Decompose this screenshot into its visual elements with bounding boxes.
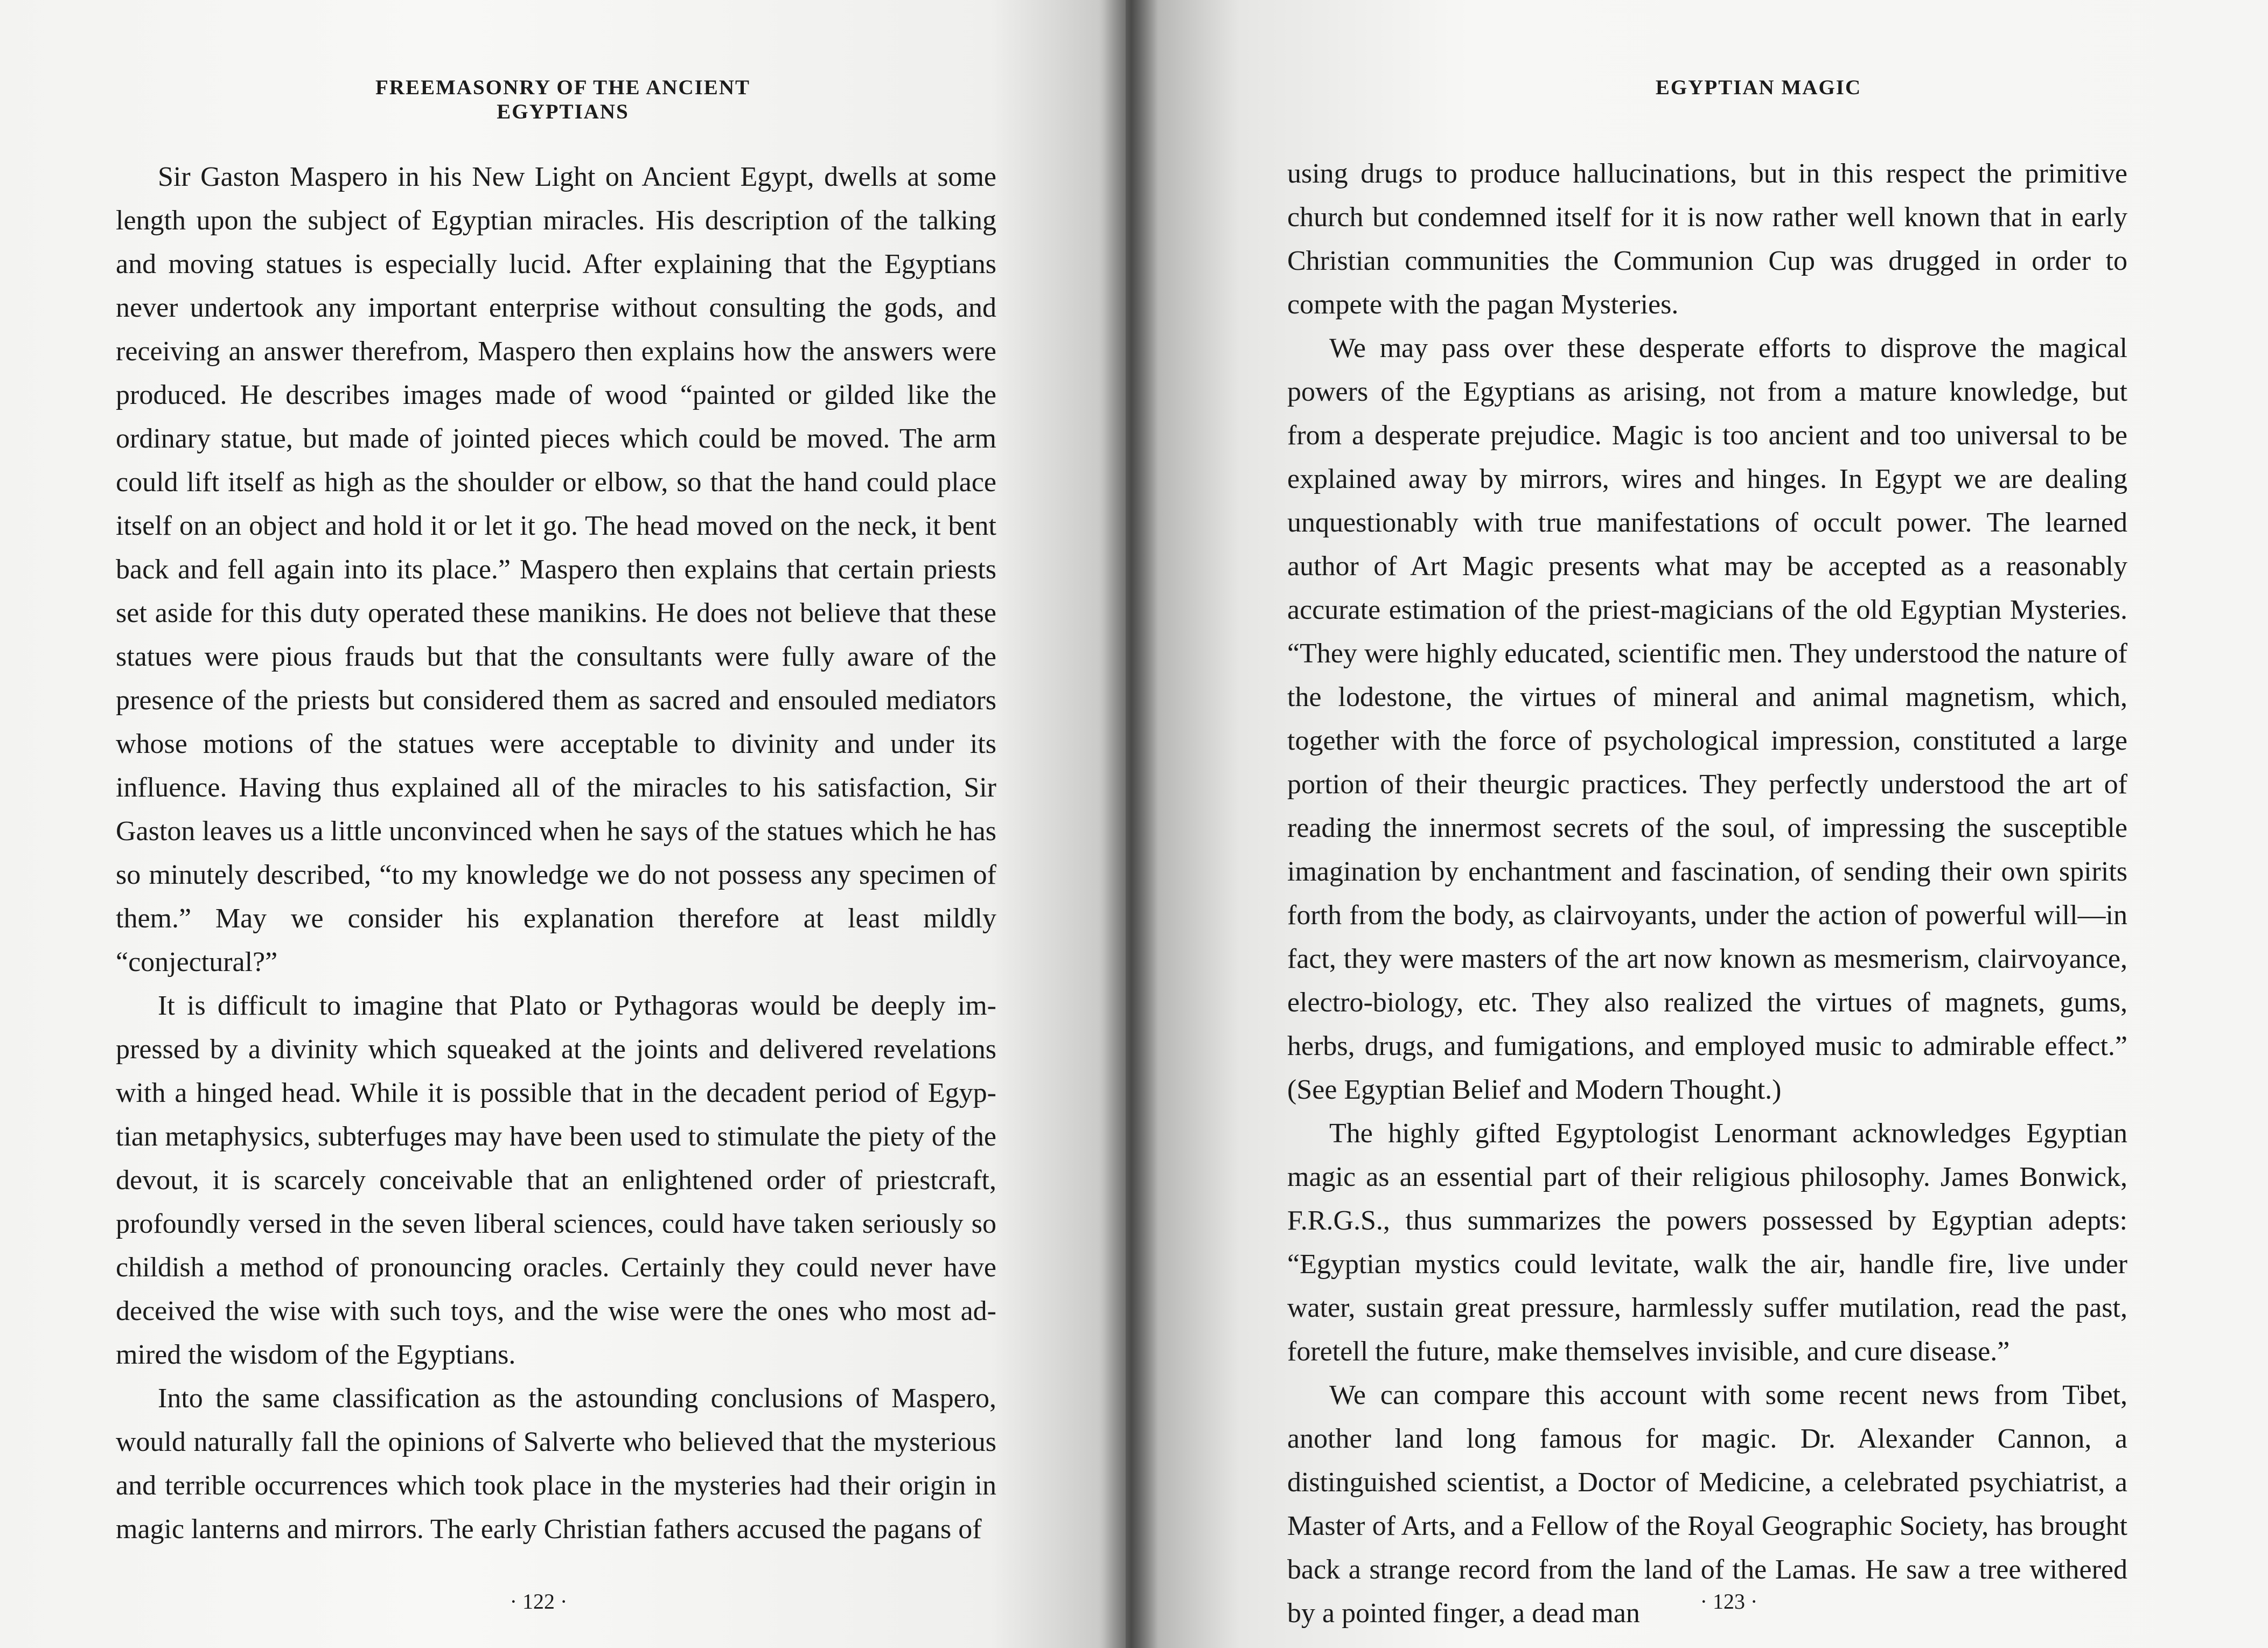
running-head-left: FREEMASONRY OF THE ANCIENT EGYPTIANS <box>375 76 750 123</box>
paragraph: Sir Gaston Maspero in his New Light on Ancient Egypt, dwells at some length upon the subject of Egyptian miracles. His description of the talking and moving statues is especially lucid. After explaining that the Egyptians never undertook any important enterprise without consulting the gods, and receiving an answer therefrom, Maspero then explains how the answers were produced. He describes images made of wood “painted or gilded like the ordinary statue, but made of jointed pieces which could be moved. The arm could lift itself as high as the shoulder or elbow, so that the hand could place itself on an object and hold it or let it go. The head moved on the neck, it bent back and fell again into its place.” Maspero then explains that certain priests set aside for this duty operated these manikins. He does not believe that these statues were pious frauds but that the consultants were fully aware of the presence of the priests but considered them as sacred and ensouled mediators whose motions of the statues were acceptable to divinity and under its influence. Having thus explained all of the miracles to his satisfaction, Sir Gaston leaves us a little unconvinced when he says of the statues which he has so minutely described, “to my knowledge we do not possess any specimen of them.” May we consider his explanation therefore at least mildly “conjectural?” <box>116 162 996 977</box>
running-head-right: EGYPTIAN MAGIC <box>1655 76 1862 99</box>
paragraph: using drugs to produce hallucinations, but in this respect the primitive church but condemned itself for it is now rather well known that in early Christian communities the Communion Cup was drugged in order to compete with the pagan Mysteries. <box>1287 158 2127 320</box>
page-number-right: · 123 · <box>1700 1589 1758 1614</box>
paragraph: Into the same classification as the astounding conclusions of Maspero, would naturally fall the opinions of Salverte who believed that the mysterious and terrible occurrences which took place in the mysteries had their origin in magic lanterns and mirrors. The early Christian fathers accused the pagans of <box>116 1383 996 1545</box>
right-page <box>1126 0 2268 1648</box>
body-text-right <box>1287 152 2127 1635</box>
gutter-shadow <box>1099 0 1158 1648</box>
paragraph: We can compare this account with some recent news from Tibet, another land long famous for magic. Dr. Alexander Cannon, a distinguished scientist, a Doctor of Medicine, a celebrated psychiatrist, a Master of Arts, and a Fellow of the Royal Geographic Society, has brought back a strange record from the land of the Lamas. He saw a tree withered by a pointed finger, a dead man <box>1287 1380 2127 1629</box>
body-text-left <box>116 155 996 1551</box>
paragraph: The highly gifted Egyptologist Lenormant acknowledges Egyptian magic as an essential part of their religious philosophy. James Bonwick, F.R.G.S., thus summarizes the powers possessed by Egyptian adepts: “Egyptian mystics could levitate, walk the air, handle fire, live under water, sustain great pressure, harmlessly suffer mutilation, read the past, foretell the future, make themselves invisible, and cure disease.” <box>1287 1118 2127 1367</box>
left-page <box>0 0 1126 1648</box>
paragraph: We may pass over these desperate efforts to disprove the magical powers of the Egyptians as arising, not from a mature knowledge, but from a desperate prejudice. Magic is too ancient and too universal to be explained away by mirrors, wires and hinges. In Egypt we are dealing unquestionably with true manifestations of occult power. The learned author of Art Magic presents what may be accepted as a reasonably accurate estimation of the priest-magicians of the old Egyptian Mysteries. “They were highly educated, scientific men. They understood the nature of the lodestone, the virtues of mineral and animal magnetism, which, together with the force of psychological impression, constituted a large portion of their theurgic practices. They perfectly understood the art of reading the innermost secrets of the soul, of impressing the susceptible imagination by enchantment and fascination, of sending their own spirits forth from the body, as clairvoyants, under the action of powerful will—in fact, they were masters of the art now known as mesmerism, clairvoyance, electro-biology, etc. They also realized the virtues of magnets, gums, herbs, drugs, and fumigations, and employed music to admirable effect.” (See Egyptian Belief and Modern Thought.) <box>1287 333 2127 1105</box>
paragraph: It is difficult to imagine that Plato or Pythagoras would be deeply impressed by a divinity which squeaked at the joints and delivered revelations with a hinged head. While it is possible that in the decadent period of Egyptian metaphysics, subterfuges may have been used to stimulate the piety of the devout, it is scarcely conceivable that an enlightened order of priestcraft, profoundly versed in the seven liberal sciences, could have taken seriously so childish a method of pronouncing oracles. Certainly they could never have deceived the wise with such toys, and the wise were the ones who most admired the wisdom of the Egyptians. <box>116 990 996 1370</box>
page-number-left: · 122 · <box>510 1589 568 1614</box>
